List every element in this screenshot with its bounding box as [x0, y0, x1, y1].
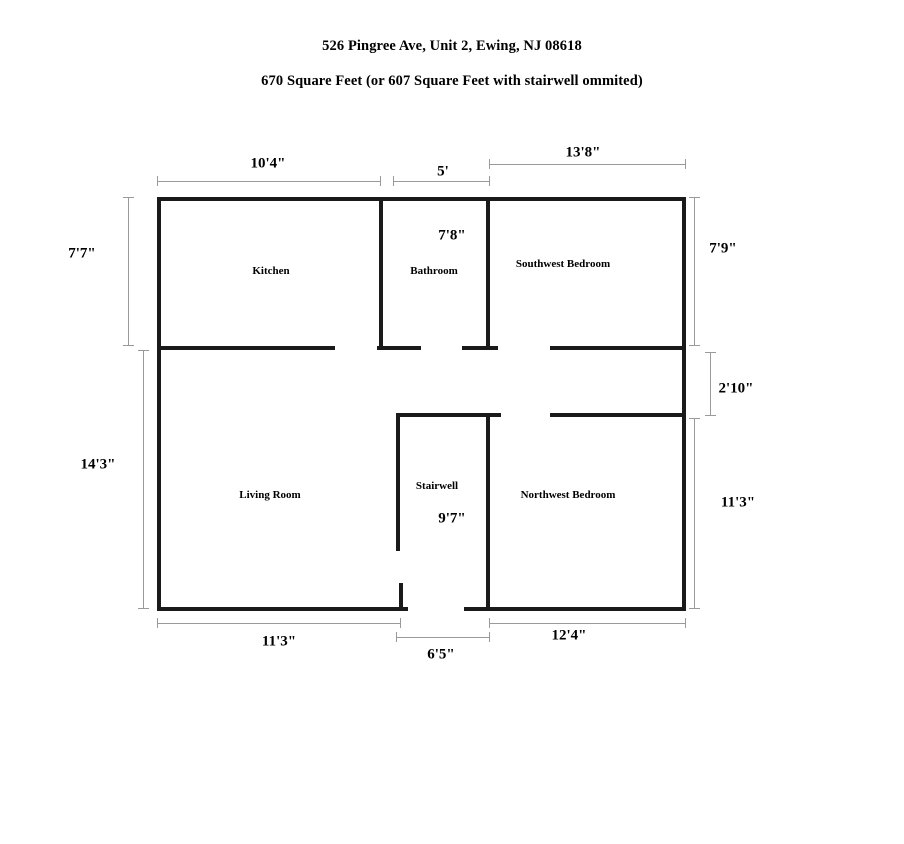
wall-interior-southwest-bedroom-bottom — [462, 346, 498, 350]
dim-tick-right-middle-top — [705, 352, 716, 353]
page-subtitle: 670 Square Feet (or 607 Square Feet with stairwell ommited) — [261, 73, 643, 89]
dim-line-living-room-width — [157, 623, 400, 624]
dim-tick-kitchen-right — [380, 176, 381, 186]
dim-tick-nw-right — [685, 618, 686, 628]
dim-line-right-upper-height — [694, 197, 695, 345]
dimension-stairwell-height: 9'7" — [438, 510, 466, 527]
dim-tick-bathroom-left — [393, 176, 394, 186]
wall-exterior-right — [682, 197, 686, 611]
dim-tick-bathroom-right — [489, 176, 490, 186]
dim-tick-kitchen-left — [157, 176, 158, 186]
room-label-northwest-bedroom: Northwest Bedroom — [520, 489, 616, 501]
dim-line-stairwell-width — [396, 637, 489, 638]
wall-stub-living-room-door — [399, 583, 403, 611]
dim-line-bathroom-width — [393, 181, 489, 182]
room-label-kitchen: Kitchen — [252, 265, 290, 277]
wall-interior-bathroom-left — [379, 200, 383, 350]
dim-tick-stairwell-left — [396, 632, 397, 642]
dim-tick-right-lower-top — [689, 418, 700, 419]
room-label-living-room: Living Room — [239, 489, 301, 501]
dim-tick-living-left — [157, 618, 158, 628]
dimension-living-room-width: 11'3" — [261, 633, 297, 650]
wall-interior-kitchen-bottom — [157, 346, 335, 350]
dim-tick-living-right — [400, 618, 401, 628]
dim-line-kitchen-width — [157, 181, 380, 182]
wall-interior-northwest-bedroom-top — [550, 413, 686, 417]
wall-exterior-bottom-right — [464, 607, 686, 611]
dim-line-left-lower-height — [143, 350, 144, 608]
dimension-bathroom-height: 7'8" — [438, 227, 466, 244]
wall-exterior-bottom-left — [157, 607, 408, 611]
wall-interior-bathroom-bottom — [377, 346, 421, 350]
title-block — [0, 38, 904, 90]
dimension-northwest-bedroom-width: 12'4" — [551, 627, 587, 644]
dimension-right-lower-height: 11'3" — [720, 494, 756, 511]
dim-tick-left-lower-top — [138, 350, 149, 351]
dimension-bathroom-width: 5' — [437, 163, 449, 180]
wall-interior-bathroom-right — [486, 200, 490, 350]
dimension-kitchen-width: 10'4" — [250, 155, 286, 172]
dimension-right-upper-height: 7'9" — [709, 240, 737, 257]
dimension-left-upper-height: 7'7" — [68, 245, 96, 262]
dim-line-right-lower-height — [694, 418, 695, 608]
dim-tick-left-lower-bottom — [138, 608, 149, 609]
dim-tick-right-lower-bottom — [689, 608, 700, 609]
dim-line-left-upper-height — [128, 197, 129, 345]
wall-exterior-top — [157, 197, 686, 201]
wall-interior-stairwell-right — [486, 413, 490, 611]
dimension-southeast-top-width: 13'8" — [565, 144, 601, 161]
dim-tick-right-upper-top — [689, 197, 700, 198]
dimension-left-lower-height: 14'3" — [80, 456, 116, 473]
dim-tick-southeast-left — [489, 159, 490, 169]
dim-line-southeast-top-width — [489, 164, 685, 165]
wall-interior-stairwell-left — [396, 413, 400, 551]
dim-tick-southeast-right — [685, 159, 686, 169]
dimension-right-middle-height: 2'10" — [718, 380, 754, 397]
dim-tick-left-upper-top — [123, 197, 134, 198]
dim-line-right-middle-height — [710, 352, 711, 415]
wall-exterior-left — [157, 197, 161, 611]
dim-line-northwest-bedroom-width — [489, 623, 685, 624]
dim-tick-left-upper-bottom — [123, 345, 134, 346]
dim-tick-stairwell-right — [489, 632, 490, 642]
room-label-southwest-bedroom: Southwest Bedroom — [515, 258, 611, 270]
wall-interior-southeast-bottom — [550, 346, 686, 350]
dimension-stairwell-width: 6'5" — [427, 646, 455, 663]
dim-tick-nw-left — [489, 618, 490, 628]
room-label-stairwell: Stairwell — [415, 480, 459, 492]
room-label-bathroom: Bathroom — [410, 265, 458, 277]
dim-tick-right-upper-bottom — [689, 345, 700, 346]
page-title: 526 Pingree Ave, Unit 2, Ewing, NJ 08618 — [322, 38, 582, 54]
dim-tick-right-middle-bottom — [705, 415, 716, 416]
